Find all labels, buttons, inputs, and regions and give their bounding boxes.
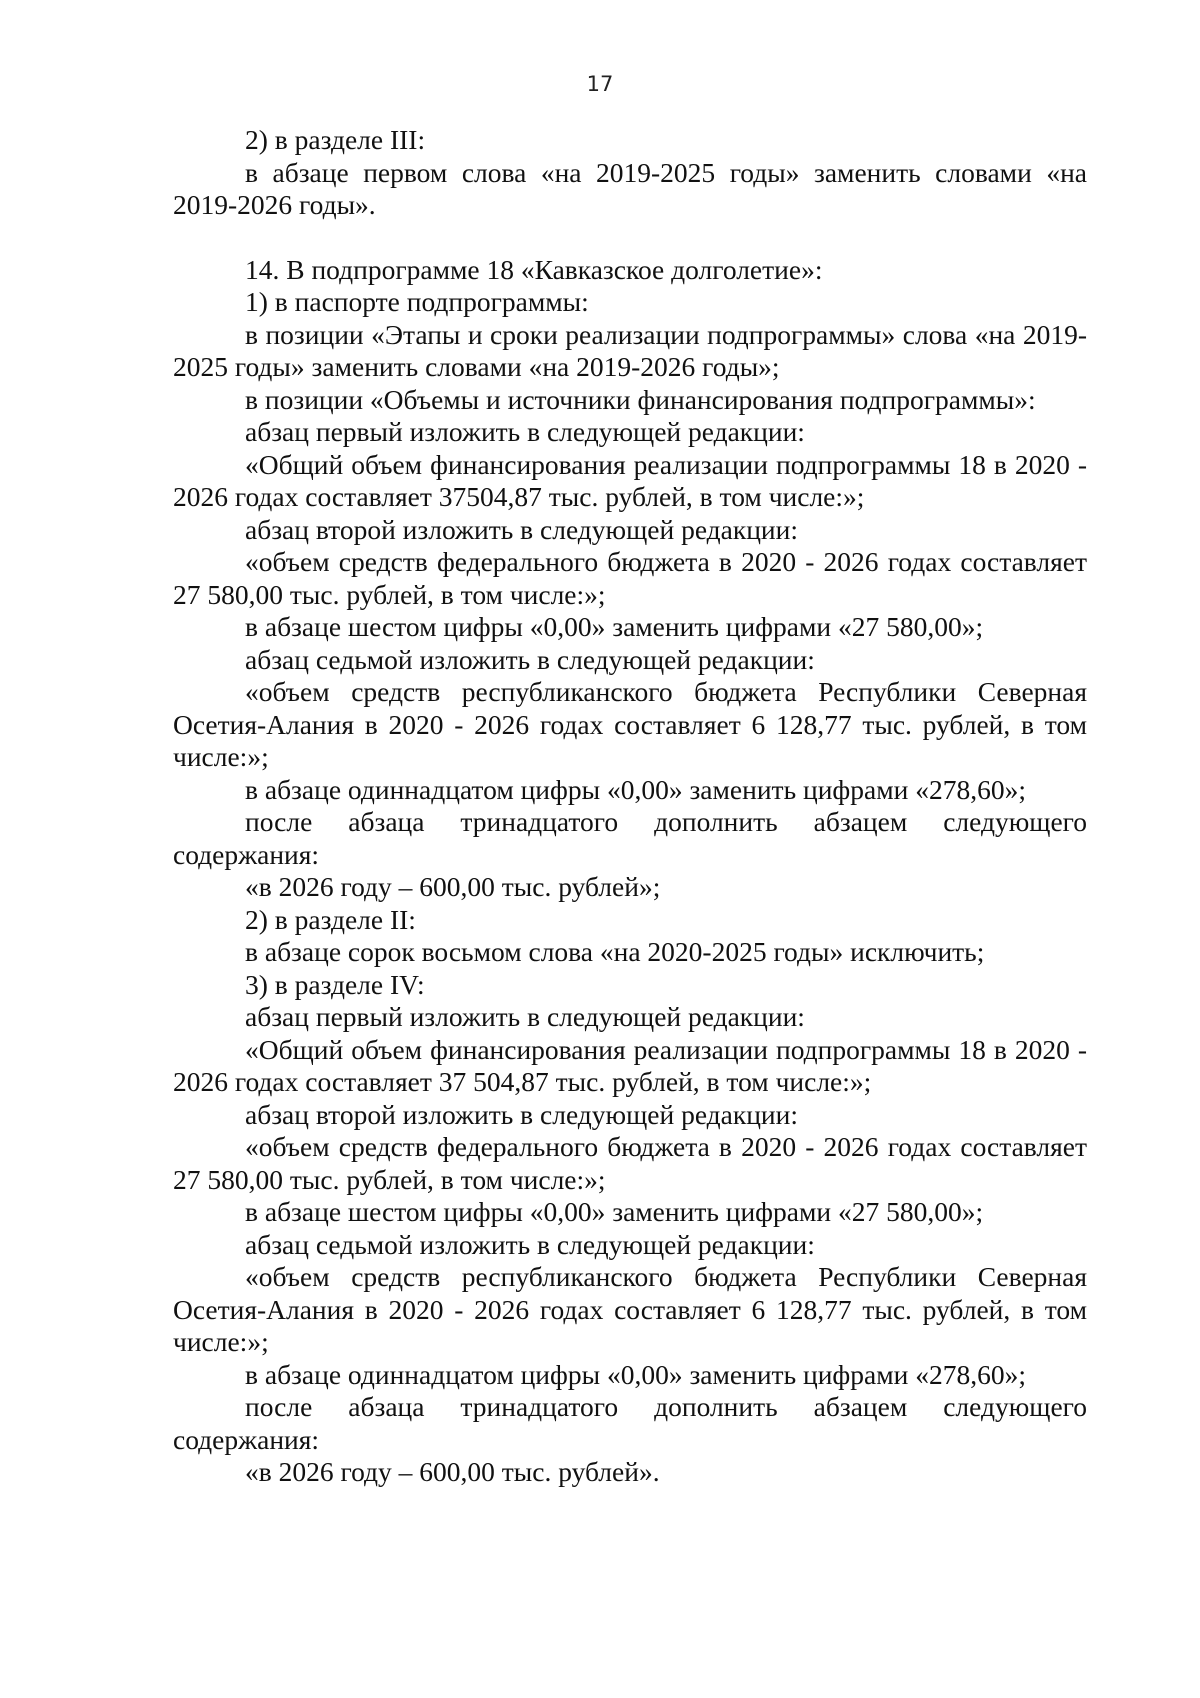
paragraph: «объем средств республиканского бюджета Республики Северная Осетия-Алания в 2020 - 2026 годах составляет 6 128,77 тыс. рублей, в том числе:»; xyxy=(173,676,1087,772)
paragraph: 2) в разделе II: xyxy=(245,903,416,935)
paragraph: абзац второй изложить в следующей редакции: xyxy=(245,513,799,545)
page-number: 17 xyxy=(586,72,614,96)
paragraph: в абзаце одиннадцатом цифры «0,00» заменить цифрами «278,60»; xyxy=(245,1358,1026,1390)
paragraph: «Общий объем финансирования реализации подпрограммы 18 в 2020 - 2026 годах составляет 37504,87 тыс. рублей, в том числе:»; xyxy=(173,448,1087,512)
paragraph: в позиции «Этапы и сроки реализации подпрограммы» слова «на 2019-2025 годы» заменить словами «на 2019-2026 годы»; xyxy=(173,318,1087,382)
paragraph: 3) в разделе IV: xyxy=(245,968,425,1000)
paragraph: «Общий объем финансирования реализации подпрограммы 18 в 2020 - 2026 годах составляет 37 504,87 тыс. рублей, в том числе:»; xyxy=(173,1033,1087,1097)
paragraph: абзац седьмой изложить в следующей редакции: xyxy=(245,1228,815,1260)
paragraph: «в 2026 году – 600,00 тыс. рублей»; xyxy=(245,871,661,902)
paragraph: в абзаце одиннадцатом цифры «0,00» заменить цифрами «278,60»; xyxy=(245,773,1026,805)
paragraph: абзац первый изложить в следующей редакции: xyxy=(245,416,805,447)
paragraph: в абзаце шестом цифры «0,00» заменить цифрами «27 580,00»; xyxy=(245,611,984,642)
document-body xyxy=(173,124,1087,1489)
paragraph: 1) в паспорте подпрограммы: xyxy=(245,286,589,317)
paragraph: после абзаца тринадцатого дополнить абзацем следующего содержания: xyxy=(173,1391,1087,1455)
paragraph: после абзаца тринадцатого дополнить абзацем следующего содержания: xyxy=(173,806,1087,870)
paragraph: 2) в разделе III: xyxy=(245,124,426,155)
paragraph: абзац первый изложить в следующей редакции: xyxy=(245,1001,805,1032)
paragraph: «объем средств республиканского бюджета Республики Северная Осетия-Алания в 2020 - 2026 годах составляет 6 128,77 тыс. рублей, в том числе:»; xyxy=(173,1261,1087,1357)
paragraph: 14. В подпрограмме 18 «Кавказское долголетие»: xyxy=(245,253,823,285)
paragraph: в позиции «Объемы и источники финансирования подпрограммы»: xyxy=(245,383,1036,415)
paragraph: в абзаце шестом цифры «0,00» заменить цифрами «27 580,00»; xyxy=(245,1196,984,1227)
paragraph: абзац седьмой изложить в следующей редакции: xyxy=(245,643,815,675)
paragraph: «объем средств федерального бюджета в 2020 - 2026 годах составляет 27 580,00 тыс. рублей, в том числе:»; xyxy=(173,546,1087,610)
paragraph: в абзаце первом слова «на 2019-2025 годы» заменить словами «на 2019-2026 годы». xyxy=(173,156,1087,220)
paragraph: абзац второй изложить в следующей редакции: xyxy=(245,1098,799,1130)
paragraph: «объем средств федерального бюджета в 2020 - 2026 годах составляет 27 580,00 тыс. рублей, в том числе:»; xyxy=(173,1131,1087,1195)
paragraph: «в 2026 году – 600,00 тыс. рублей». xyxy=(245,1456,660,1487)
paragraph: в абзаце сорок восьмом слова «на 2020-2025 годы» исключить; xyxy=(245,936,985,967)
